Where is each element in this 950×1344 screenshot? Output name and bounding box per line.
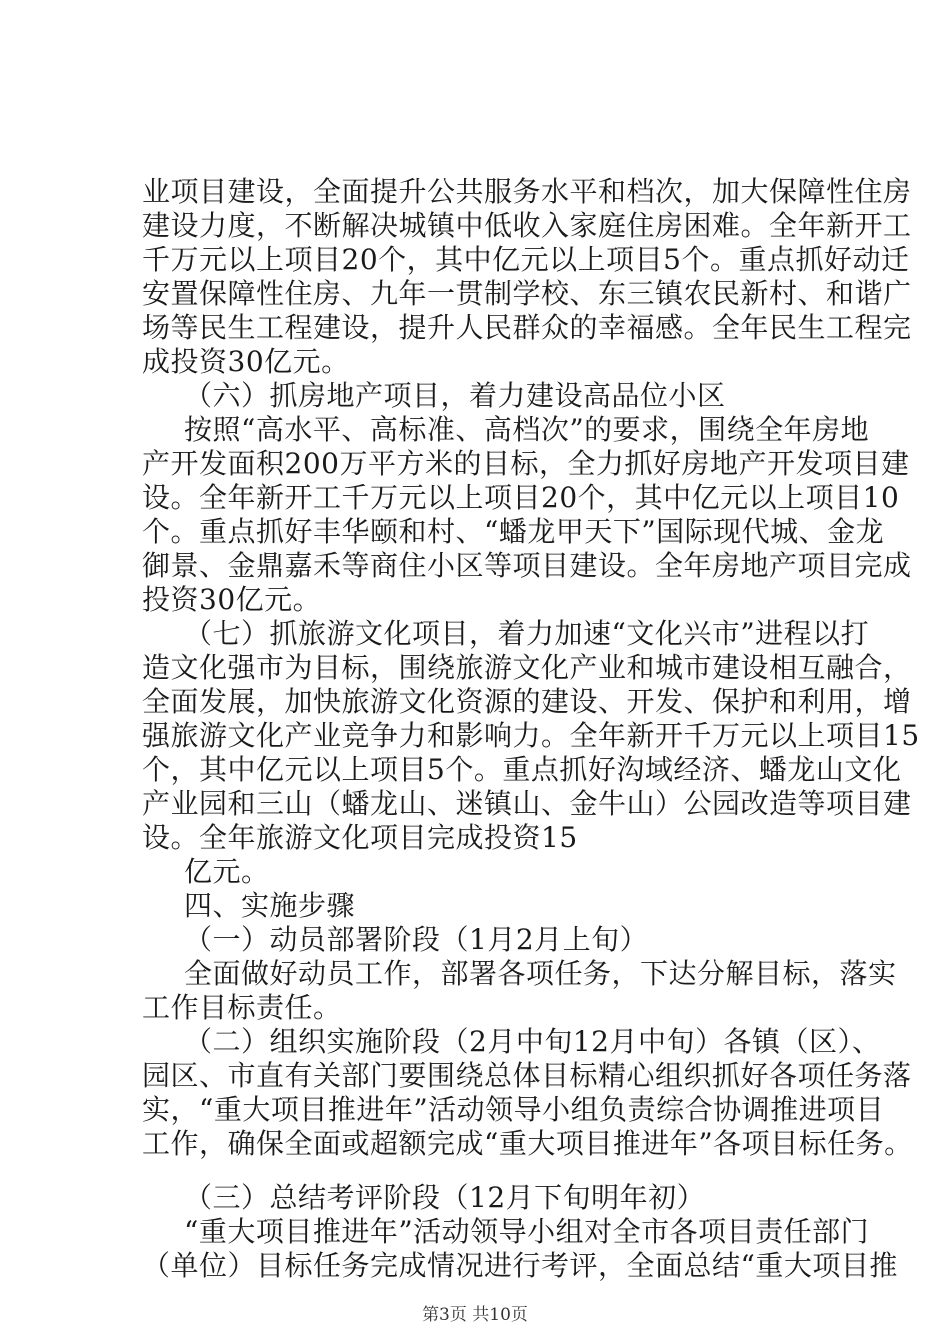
text-line: “重大项目推进年”活动领导小组对全市各项目责任部门 bbox=[184, 1215, 870, 1248]
text-line: 产开发面积200万平方米的目标，全力抓好房地产开发项目建 bbox=[142, 447, 910, 480]
text-line: 设。全年新开工千万元以上项目20个，其中亿元以上项目10 bbox=[142, 481, 900, 514]
text-line: 造文化强市为目标，围绕旅游文化产业和城市建设相互融合， bbox=[142, 651, 912, 684]
section-heading: （一）动员部署阶段（1月2月上旬） bbox=[184, 923, 649, 956]
text-line: 亿元。 bbox=[184, 855, 270, 888]
text-line: 千万元以上项目20个，其中亿元以上项目5个。重点抓好动迁 bbox=[142, 243, 910, 276]
text-line: 设。全年旅游文化项目完成投资15 bbox=[142, 821, 578, 854]
text-line: 工作目标责任。 bbox=[142, 991, 342, 1024]
text-line: 实，“重大项目推进年”活动领导小组负责综合协调推进项目 bbox=[142, 1093, 885, 1126]
text-line: 成投资30亿元。 bbox=[142, 345, 350, 378]
text-line: 全面做好动员工作，部署各项任务，下达分解目标，落实 bbox=[184, 957, 897, 990]
section-heading: （三）总结考评阶段（12月下旬明年初） bbox=[184, 1181, 706, 1214]
text-line: 投资30亿元。 bbox=[142, 583, 322, 616]
text-line: 场等民生工程建设，提升人民群众的幸福感。全年民生工程完 bbox=[142, 311, 912, 344]
text-line: 业项目建设，全面提升公共服务水平和档次，加大保障性住房 bbox=[142, 175, 912, 208]
text-line: 强旅游文化产业竞争力和影响力。全年新开千万元以上项目15 bbox=[142, 719, 920, 752]
text-line: 按照“高水平、高标准、高档次”的要求，围绕全年房地 bbox=[184, 413, 870, 446]
text-line: 全面发展，加快旅游文化资源的建设、开发、保护和利用，增 bbox=[142, 685, 912, 718]
text-line: 工作，确保全面或超额完成“重大项目推进年”各项目标任务。 bbox=[142, 1127, 913, 1160]
text-line: 建设力度，不断解决城镇中低收入家庭住房困难。全年新开工 bbox=[142, 209, 912, 242]
text-line: 个，其中亿元以上项目5个。重点抓好沟域经济、蟠龙山文化 bbox=[142, 753, 902, 786]
section-heading: 四、实施步骤 bbox=[184, 889, 356, 922]
text-line: 御景、金鼎嘉禾等商住小区等项目建设。全年房地产项目完成 bbox=[142, 549, 912, 582]
section-heading: （七）抓旅游文化项目，着力加速“文化兴市”进程以打 bbox=[184, 617, 870, 650]
text-line: 安置保障性住房、九年一贯制学校、东三镇农民新村、和谐广 bbox=[142, 277, 912, 310]
text-line: 产业园和三山（蟠龙山、迷镇山、金牛山）公园改造等项目建 bbox=[142, 787, 912, 820]
text-line: 园区、市直有关部门要围绕总体目标精心组织抓好各项任务落 bbox=[142, 1059, 912, 1092]
page-number-footer: 第3页 共10页 bbox=[422, 1305, 528, 1325]
section-heading: （六）抓房地产项目，着力建设高品位小区 bbox=[184, 379, 726, 412]
text-line: 个。重点抓好丰华颐和村、“蟠龙甲天下”国际现代城、金龙 bbox=[142, 515, 885, 548]
section-heading: （二）组织实施阶段（2月中旬12月中旬）各镇（区）、 bbox=[184, 1025, 881, 1058]
text-line: （单位）目标任务完成情况进行考评，全面总结“重大项目推 bbox=[142, 1249, 898, 1282]
